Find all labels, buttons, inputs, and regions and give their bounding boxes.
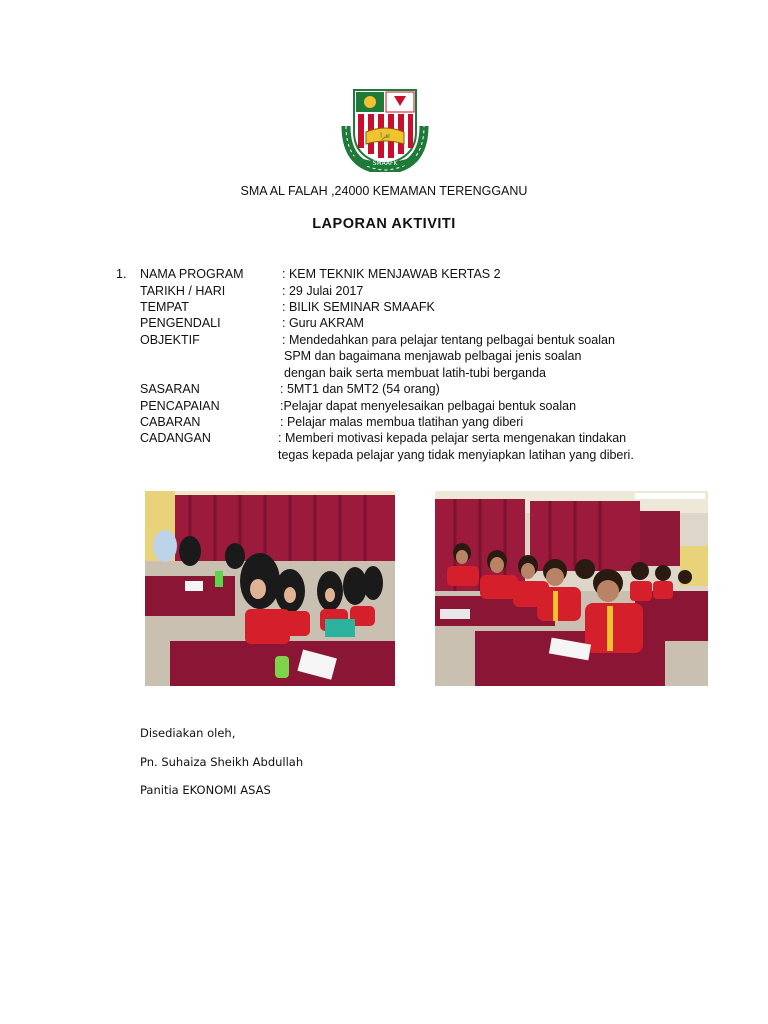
value-tempat: : BILIK SEMINAR SMAAFK	[282, 300, 435, 314]
logo-script: اقرأ	[380, 133, 390, 140]
label-tempat: TEMPAT	[140, 300, 189, 314]
value-objektif: : Mendedahkan para pelajar tentang pelbagai bentuk soalan	[282, 333, 615, 347]
activity-photo-1	[145, 491, 395, 686]
preparer-name: Pn. Suhaiza Sheikh Abdullah	[140, 755, 304, 769]
value-tarikh: : 29 Julai 2017	[282, 284, 364, 298]
preparer-role: Panitia EKONOMI ASAS	[140, 783, 271, 797]
value-nama-program: : KEM TEKNIK MENJAWAB KERTAS 2	[282, 267, 501, 281]
activity-photo-2	[435, 491, 708, 686]
school-name: SMA AL FALAH ,24000 KEMAMAN TERENGGANU	[240, 184, 528, 198]
value-cadangan: : Memberi motivasi kepada pelajar serta mengenakan tindakan	[278, 431, 627, 445]
label-cadangan: CADANGAN	[140, 431, 211, 445]
value-sasaran: : 5MT1 dan 5MT2 (54 orang)	[280, 382, 440, 396]
label-pengendali: PENGENDALI	[140, 316, 221, 330]
value-cadangan-line2: tegas kepada pelajar yang tidak menyiapkan latihan yang diberi.	[278, 448, 634, 462]
label-pencapaian: PENCAPAIAN	[140, 399, 220, 413]
label-sasaran: SASARAN	[140, 382, 200, 396]
label-cabaran: CABARAN	[140, 415, 201, 429]
school-logo	[340, 86, 430, 172]
section-number: 1.	[116, 267, 127, 281]
label-nama-program: NAMA PROGRAM	[140, 267, 244, 281]
value-pengendali: : Guru AKRAM	[282, 316, 364, 330]
value-pencapaian: :Pelajar dapat menyelesaikan pelbagai bentuk soalan	[280, 399, 577, 413]
report-title: LAPORAN AKTIVITI	[312, 216, 456, 232]
label-tarikh: TARIKH / HARI	[140, 284, 226, 298]
label-objektif: OBJEKTIF	[140, 333, 200, 347]
value-objektif-line2: SPM dan bagaimana menjawab pelbagai jenis soalan	[284, 349, 582, 363]
logo-text: SMAAFK	[372, 160, 398, 167]
value-objektif-line3: dengan baik serta membuat latih-tubi berganda	[284, 366, 546, 380]
prepared-by-label: Disediakan oleh,	[140, 726, 236, 740]
value-cabaran: : Pelajar malas membua tlatihan yang diberi	[280, 415, 524, 429]
